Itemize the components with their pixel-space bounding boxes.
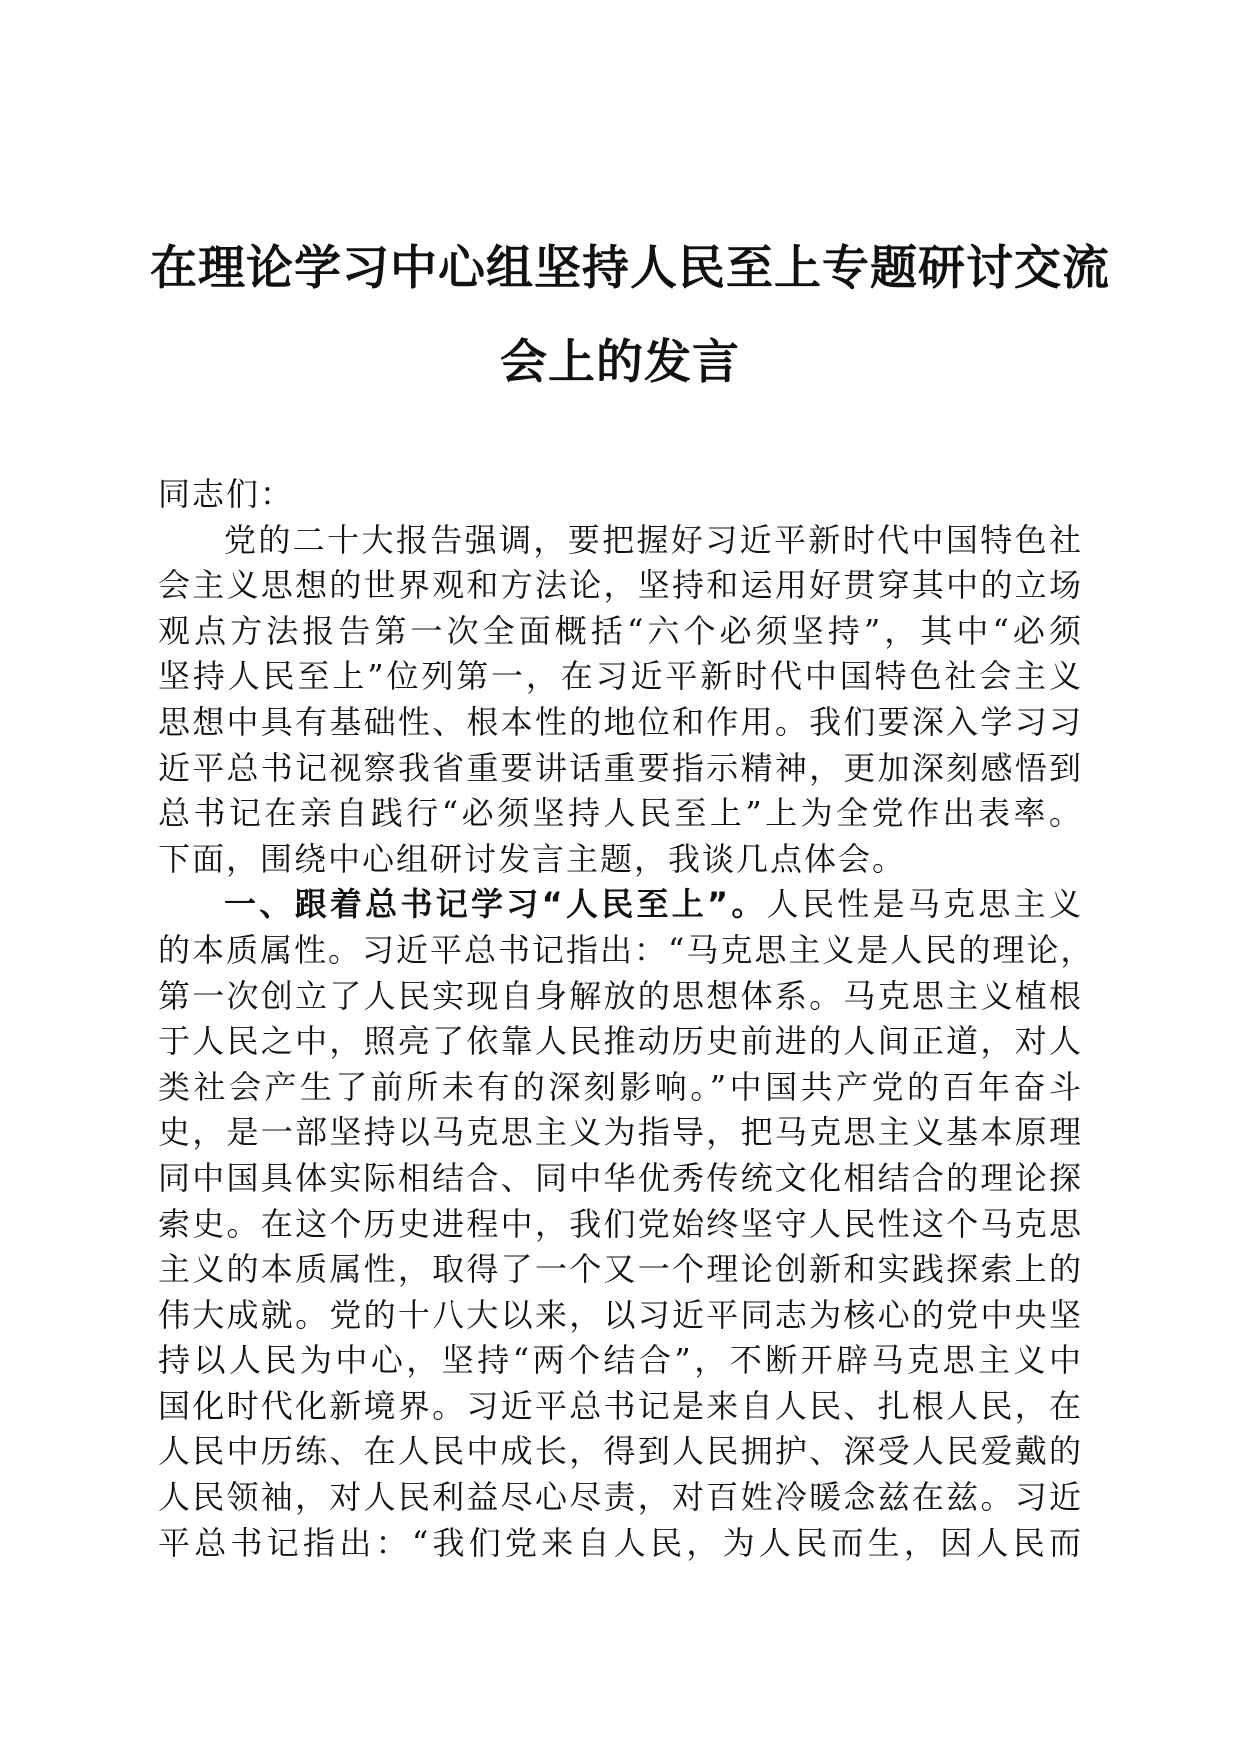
paragraph-line: 国化时代化新境界。习近平总书记是来自人民、扎根人民，在	[158, 1386, 1083, 1425]
paragraph-line: 伟大成就。党的十八大以来，以习近平同志为核心的党中央坚	[158, 1295, 1083, 1334]
title-line-2: 会上的发言	[500, 335, 740, 390]
paragraph-line: 主义的本质属性，取得了一个又一个理论创新和实践探索上的	[158, 1250, 1083, 1289]
section-1-heading-rest: 人民性是马克思主义	[766, 885, 1083, 924]
section-heading-line	[158, 882, 1083, 928]
paragraph-line: 索史。在这个历史进程中，我们党始终坚守人民性这个马克思	[158, 1204, 1083, 1243]
paragraph-line: 近平总书记视察我省重要讲话重要指示精神，更加深刻感悟到	[158, 748, 1083, 787]
paragraph-line: 坚持人民至上”位列第一，在习近平新时代中国特色社会主义	[158, 657, 1083, 696]
paragraph-line: 的本质属性。习近平总书记指出：“马克思主义是人民的理论，	[158, 930, 1095, 969]
document-body	[158, 472, 1095, 1566]
title-line-1: 在理论学习中心组坚持人民至上专题研讨交流	[150, 241, 1110, 296]
paragraph-line: 党的二十大报告强调，要把握好习近平新时代中国特色社	[224, 520, 1083, 559]
paragraph-line: 下面，围绕中心组研讨发言主题，我谈几点体会。	[158, 839, 907, 878]
paragraph-line: 思想中具有基础性、根本性的地位和作用。我们要深入学习习	[158, 702, 1083, 741]
paragraph-line: 人民领袖，对人民利益尽心尽责，对百姓冷暖念兹在兹。习近	[158, 1478, 1083, 1517]
paragraph-line: 史，是一部坚持以马克思主义为指导，把马克思主义基本原理	[158, 1113, 1083, 1152]
paragraph-line: 类社会产生了前所未有的深刻影响。”中国共产党的百年奋斗	[158, 1067, 1083, 1106]
paragraph-line: 同中国具体实际相结合、同中华优秀传统文化相结合的理论探	[158, 1158, 1083, 1197]
paragraph-line: 第一次创立了人民实现自身解放的思想体系。马克思主义植根	[158, 976, 1083, 1015]
section-1-heading: 一、跟着总书记学习“人民至上”。	[224, 885, 767, 924]
paragraph-line: 会主义思想的世界观和方法论，坚持和运用好贯穿其中的立场	[158, 566, 1083, 605]
paragraph-line: 平总书记指出：“我们党来自人民，为人民而生，因人民而	[158, 1523, 1083, 1562]
paragraph-line: 于人民之中，照亮了依靠人民推动历史前进的人间正道，对人	[158, 1022, 1083, 1061]
document-title	[150, 222, 1110, 410]
salutation: 同志们：	[158, 475, 295, 513]
paragraph-line: 总书记在亲自践行“必须坚持人民至上”上为全党作出表率。	[158, 794, 1083, 833]
paragraph-line: 人民中历练、在人民中成长，得到人民拥护、深受人民爱戴的	[158, 1432, 1083, 1471]
paragraph-line: 观点方法报告第一次全面概括“六个必须坚持”，其中“必须	[158, 611, 1083, 650]
paragraph-line: 持以人民为中心，坚持“两个结合”，不断开辟马克思主义中	[158, 1341, 1083, 1380]
